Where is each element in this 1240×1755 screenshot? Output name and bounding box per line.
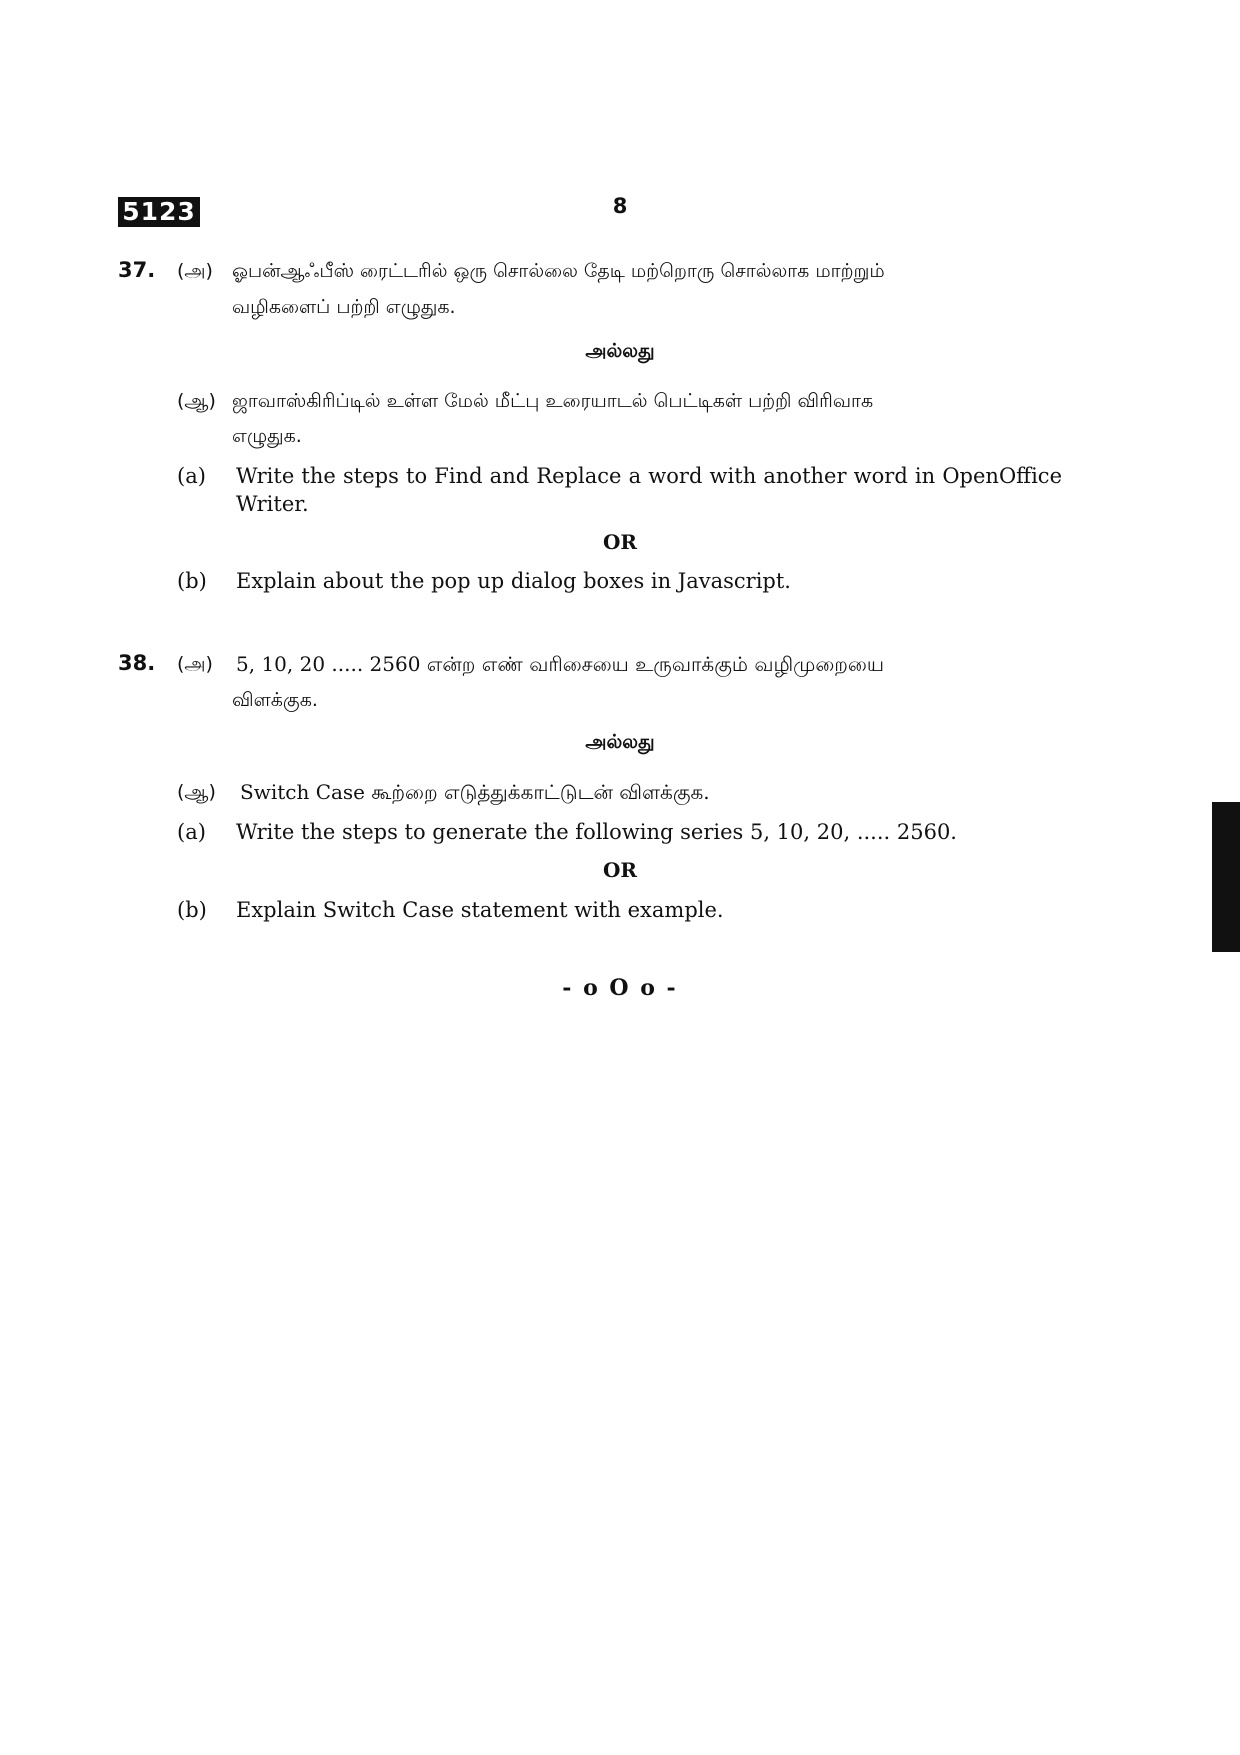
q38-tamil-a-line1: 5, 10, 20 ..... 2560 என்ற எண் வரிசையை உருவாக்கும் வழிமுறையை <box>236 652 884 676</box>
question-number-38: 38. <box>118 651 156 675</box>
q37-tamil-b-marker: (ஆ) <box>177 390 216 412</box>
q38-tamil-or: அல்லது <box>585 731 655 753</box>
end-of-paper-mark: - o O o - <box>562 975 678 1001</box>
page-edge-tab <box>1212 802 1240 952</box>
page-number: 8 <box>612 194 628 218</box>
q37-eng-or: OR <box>602 530 638 554</box>
q38-tamil-a-marker: (அ) <box>177 653 213 675</box>
q37-tamil-a-line1: ஓபன்ஆஃபீஸ் ரைட்டரில் ஒரு சொல்லை தேடி மற்றொரு சொல்லாக மாற்றும் <box>232 260 885 282</box>
q38-eng-a-text: Write the steps to generate the following series 5, 10, 20, ..... 2560. <box>236 820 957 844</box>
q38-eng-or: OR <box>602 858 638 882</box>
q37-tamil-a-line2: வழிகளைப் பற்றி எழுதுக. <box>232 296 456 318</box>
q38-tamil-b-line1: Switch Case கூற்றை எடுத்துக்காட்டுடன் விளக்குக. <box>240 780 710 804</box>
q38-eng-b-marker: (b) <box>177 898 207 922</box>
q37-eng-b-marker: (b) <box>177 569 207 593</box>
q37-eng-a-text: Write the steps to Find and Replace a word with another word in OpenOffice Writer. <box>236 464 1062 516</box>
q38-tamil-b-marker: (ஆ) <box>177 781 216 803</box>
q37-tamil-or: அல்லது <box>585 340 655 362</box>
paper-code-badge: 5123 <box>118 197 200 227</box>
q37-eng-b-text: Explain about the pop up dialog boxes in Javascript. <box>236 569 791 593</box>
q38-eng-a-marker: (a) <box>177 820 206 844</box>
q37-tamil-a-marker: (அ) <box>177 260 213 282</box>
question-number-37: 37. <box>118 258 156 282</box>
q37-eng-a-marker: (a) <box>177 464 206 488</box>
q37-tamil-b-line1: ஜாவாஸ்கிரிப்டில் உள்ள மேல் மீட்பு உரையாடல் பெட்டிகள் பற்றி விரிவாக <box>232 390 874 412</box>
q38-eng-b-text: Explain Switch Case statement with example. <box>236 898 724 922</box>
q37-tamil-b-line2: எழுதுக. <box>232 425 302 447</box>
q38-tamil-a-line2: விளக்குக. <box>232 689 318 711</box>
